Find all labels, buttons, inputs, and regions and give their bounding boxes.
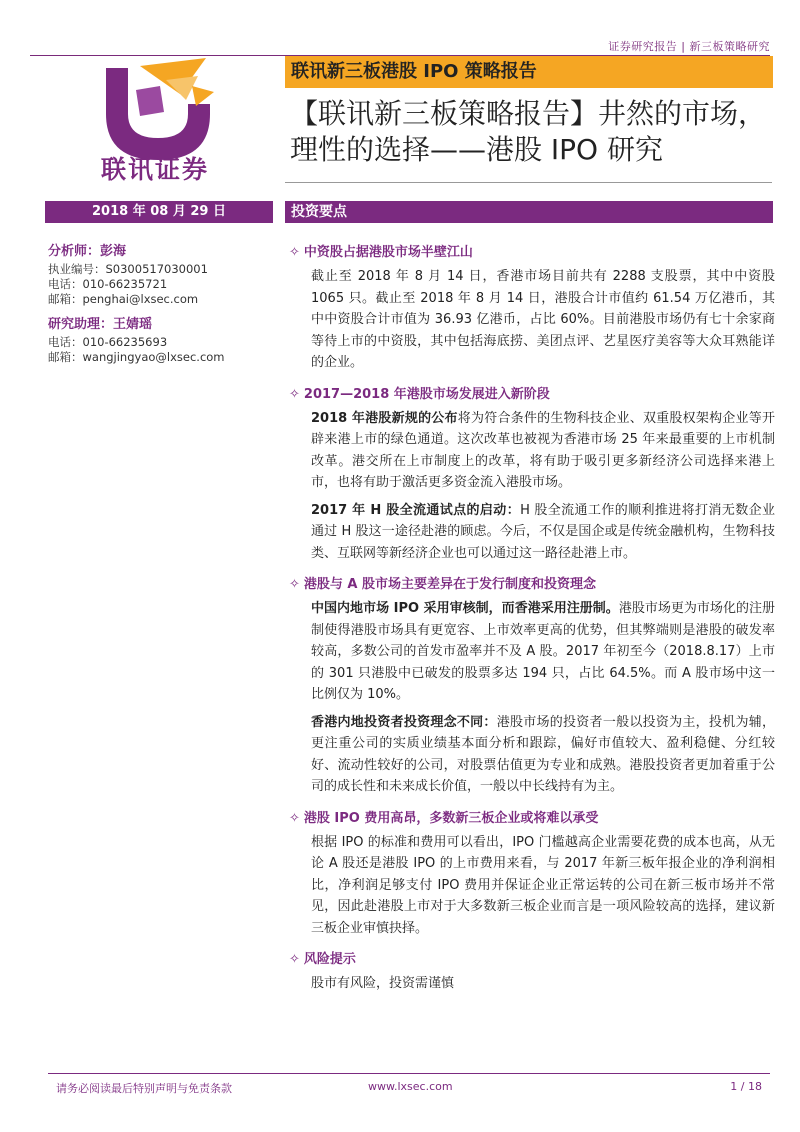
paragraph-lead: 中国内地市场 IPO 采用审核制，而香港采用注册制。	[311, 601, 619, 616]
section-paragraph	[311, 712, 775, 798]
section-heading-text: 风险提示	[303, 952, 356, 967]
paragraph-text: 将为符合条件的生物科技企业、双重股权架构企业等开辟来港上市的绿色通道。这次改革也被视为香港市场 25 年来最重要的上市机制改革。港交所在上市制度上的改革，将有助于吸引更多新经济公司选择来港上市，也将有助于激活更多资金流入港股市场。	[311, 410, 775, 490]
diamond-bullet-icon: ✧	[289, 245, 300, 260]
section-heading	[289, 810, 775, 828]
assistant-phone: 电话：010-66235693	[48, 335, 168, 349]
section-paragraph	[311, 266, 775, 374]
headline-divider	[285, 182, 772, 183]
paragraph-text: H 股全流通工作的顺利推进将打消无数企业通过 H 股这一途径赴港的顾虑。今后，不仅是国企或是传统金融机构，生物科技类、互联网等新经济企业也可以通过这一路径赴港上市。	[311, 502, 775, 561]
diamond-bullet-icon: ✧	[289, 810, 300, 826]
brand-name: 联讯证券	[100, 155, 209, 184]
section-heading	[289, 244, 775, 262]
report-date: 2018 年 08 月 29 日	[45, 201, 273, 223]
headline-line-1: 【联讯新三板策略报告】井然的市场，	[290, 97, 767, 130]
paragraph-lead: 2017 年 H 股全流通试点的启动：	[311, 502, 521, 518]
section-paragraph	[311, 598, 775, 706]
section-paragraph	[311, 408, 775, 494]
analyst-title: 分析师：彭海	[48, 244, 127, 259]
section-paragraph	[311, 832, 775, 940]
report-category-tag: 证券研究报告 | 新三板策略研究	[608, 40, 770, 53]
paragraph-text: 港股市场更为市场化的注册制使得港股市场具有更宽容、上市效率更高的优势，但其弊端则是港股的破发率较高，多数公司的首发市盈率并不及 A 股。2017 年初至今（2018.8.17）上市的 301 只港股中已破发的股票多达 194 只，占比 64.5%。而 A 股市场中这一比例仅为 10%。	[311, 601, 775, 702]
analyst-license: 执业编号：S0300517030001	[48, 262, 208, 276]
assistant-email[interactable]: 邮箱：wangjingyao@lxsec.com	[48, 350, 225, 364]
disclaimer-link[interactable]: 请务必阅读最后特别声明与免责条款	[56, 1082, 232, 1095]
analyst-block	[48, 244, 273, 307]
diamond-bullet-icon: ✧	[289, 952, 300, 967]
diamond-bullet-icon: ✧	[289, 577, 300, 592]
section-heading-text: 2017—2018 年港股市场发展进入新阶段	[303, 386, 550, 402]
section-heading	[289, 386, 775, 404]
section-paragraph	[311, 500, 775, 565]
section-title-bar: 投资要点	[285, 201, 773, 223]
section-heading-text: 港股 IPO 费用高昂，多数新三板企业或将难以承受	[303, 810, 599, 826]
section-heading	[289, 951, 775, 969]
footer-divider	[48, 1073, 770, 1074]
page-number: 1 / 18	[730, 1080, 762, 1093]
headline-line-2: 理性的选择——港股 IPO 研究	[290, 133, 663, 166]
assistant-title: 研究助理：王婧瑶	[48, 317, 153, 332]
diamond-bullet-icon: ✧	[289, 386, 300, 402]
website-link[interactable]: www.lxsec.com	[368, 1080, 453, 1093]
paragraph-text: 根据 IPO 的标准和费用可以看出，IPO 门槛越高企业需要花费的成本也高，从无论 A 股还是港股 IPO 的上市费用来看，与 2017 年新三板年报企业的净利润相比，净利润足够支付 IPO 费用并保证企业正常运转的公司在新三板市场并不常见，因此赴港股上市对于大多数新三板企业而言是一项风险较高的选择，建议新三板企业审慎抉择。	[311, 834, 775, 936]
paragraph-text: 股市有风险，投资需谨慎	[311, 976, 455, 991]
section-heading-text: 港股与 A 股市场主要差异在于发行制度和投资理念	[303, 577, 597, 592]
analyst-phone: 电话：010-66235721	[48, 277, 168, 291]
paragraph-text: 港股市场的投资者一般以投资为主，投机为辅，更注重公司的实质业绩基本面分析和跟踪，偏好市值较大、盈利稳健、分红较好、流动性较好的公司，对股票估值更为专业和成熟。港股投资者更加着重于公司的成长性和未来成长价值，一般以中长线持有为主。	[311, 714, 775, 794]
report-series-title: 联讯新三板港股 IPO 策略报告	[285, 56, 773, 88]
analyst-email[interactable]: 邮箱：penghai@lxsec.com	[48, 292, 199, 306]
report-headline	[290, 96, 780, 168]
paragraph-lead: 香港内地投资者投资理念不同：	[311, 714, 497, 730]
analyst-column	[48, 244, 273, 375]
assistant-block	[48, 317, 273, 365]
paragraph-text: 截止至 2018 年 8 月 14 日，香港市场目前共有 2288 支股票，其中中资股 1065 只。截止至 2018 年 8 月 14 日，港股合计市值约 61.54 万亿港币，其中中资股合计市值为 36.93 亿港币，占比 60%。目前港股市场仍有七十余家商等待上市的中资股，其中包括海底捞、美团点评、艺星医疗美容等大众耳熟能详的企业。	[311, 269, 775, 370]
paragraph-lead: 2018 年港股新规的公布	[311, 410, 458, 426]
section-heading-text: 中资股占据港股市场半壁江山	[303, 245, 473, 260]
investment-highlights	[289, 244, 775, 1001]
section-paragraph	[311, 973, 775, 995]
section-heading	[289, 576, 775, 594]
